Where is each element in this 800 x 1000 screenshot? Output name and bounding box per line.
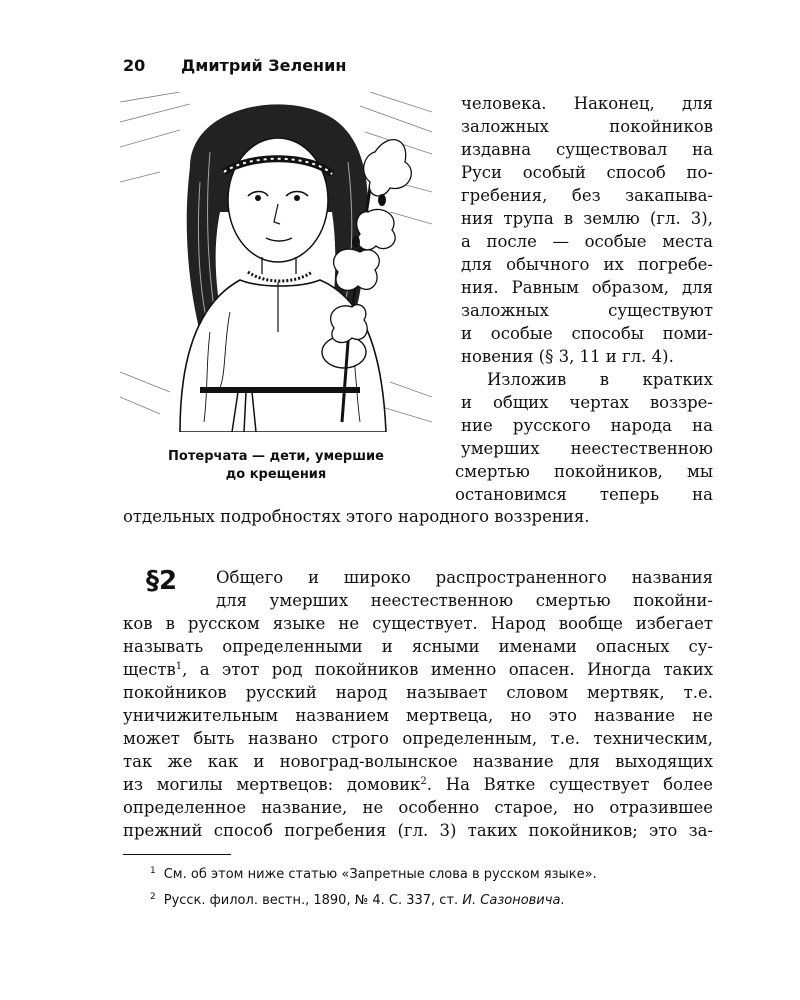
footnote-divider xyxy=(123,854,231,855)
text-line: покойников русский народ называет словом мертвяк, т.е. xyxy=(123,683,713,702)
text-line: может быть названо строго определенным, т.е. техническим, xyxy=(123,729,713,748)
page-number: 20 xyxy=(123,56,146,75)
text-line: умерших неестественною xyxy=(461,439,713,458)
section-2-text xyxy=(123,566,713,842)
text-line: называть определенными и ясными именами опасных су- xyxy=(123,637,713,656)
text-line: ние русского народа на xyxy=(461,416,713,435)
text-line: отдельных подробностях этого народного воззрения. xyxy=(123,507,590,526)
text-line: заложных покойников xyxy=(461,117,713,136)
text-line: прежний способ погребения (гл. 3) таких покойников; это за- xyxy=(123,821,713,840)
footnote-number: 2 xyxy=(150,892,156,902)
text-line: для обычного их погребе- xyxy=(461,255,713,274)
right-text-column xyxy=(455,92,713,506)
caption-line: Потерчата — дети, умершие xyxy=(168,449,384,464)
text-line: остановимся теперь на xyxy=(455,485,713,504)
footnote-author: И. Сазоновича xyxy=(462,893,561,908)
text-line: ков в русском языке не существует. Народ вообще избегает xyxy=(123,614,713,633)
text-line: определенное название, не особенно старое, но отразившее xyxy=(123,798,713,817)
text-line: и особые способы поми- xyxy=(461,324,713,343)
text-line: издавна существовал на xyxy=(461,140,713,159)
author-name: Дмитрий Зеленин xyxy=(181,56,347,75)
footnote-text: Русск. филол. вестн., 1890, № 4. С. 337, ст. xyxy=(163,893,463,908)
footnotes xyxy=(150,860,597,912)
text-fragment: . На Вятке существует более xyxy=(426,775,713,794)
paragraph-end-line xyxy=(123,505,713,528)
illustration-girl-with-oak-branch xyxy=(120,92,432,432)
text-line: смертью покойников, мы xyxy=(455,462,713,481)
footnote-ref: 1 xyxy=(175,661,183,672)
text-line: новения (§ 3, 11 и гл. 4). xyxy=(461,347,674,366)
text-fragment: , а этот род покойников именно опасен. Иногда таких xyxy=(182,660,713,679)
footnote-tail: . xyxy=(560,893,565,908)
text-line: так же как и новоград-волынское название для выходящих xyxy=(123,752,713,771)
text-line: гребения, без закапыва- xyxy=(461,186,713,205)
text-line: Общего и широко распространенного названия xyxy=(216,568,713,587)
text-line: ния. Равным образом, для xyxy=(461,278,713,297)
footnote-2 xyxy=(150,886,597,912)
text-line: и общих чертах воззре- xyxy=(461,393,713,412)
footnote-number: 1 xyxy=(150,866,156,876)
text-line: уничижительным названием мертвеца, но это название не xyxy=(123,706,713,725)
text-line: заложных существуют xyxy=(461,301,713,320)
text-fragment: из могилы мертвецов: домовик xyxy=(123,775,421,794)
running-header xyxy=(123,56,346,75)
text-line xyxy=(123,658,713,681)
footnote-ref: 2 xyxy=(420,776,427,787)
footnote-text: См. об этом ниже статью «Запретные слова в русском языке». xyxy=(163,867,597,882)
caption-line: до крещения xyxy=(225,467,327,482)
text-line: ния трупа в землю (гл. 3), xyxy=(461,209,713,228)
text-line: Изложив в кратких xyxy=(487,370,713,389)
text-line: человека. Наконец, для xyxy=(461,94,713,113)
text-line: а после — особые места xyxy=(461,232,713,251)
text-line: Руси особый способ по- xyxy=(461,163,713,182)
text-line xyxy=(123,773,713,796)
footnote-1 xyxy=(150,860,597,886)
section-mark: §2 xyxy=(146,566,178,596)
illustration-caption xyxy=(120,448,432,484)
text-line: для умерших неестественною смертью покойни- xyxy=(216,591,713,610)
text-fragment: ществ xyxy=(123,660,176,679)
